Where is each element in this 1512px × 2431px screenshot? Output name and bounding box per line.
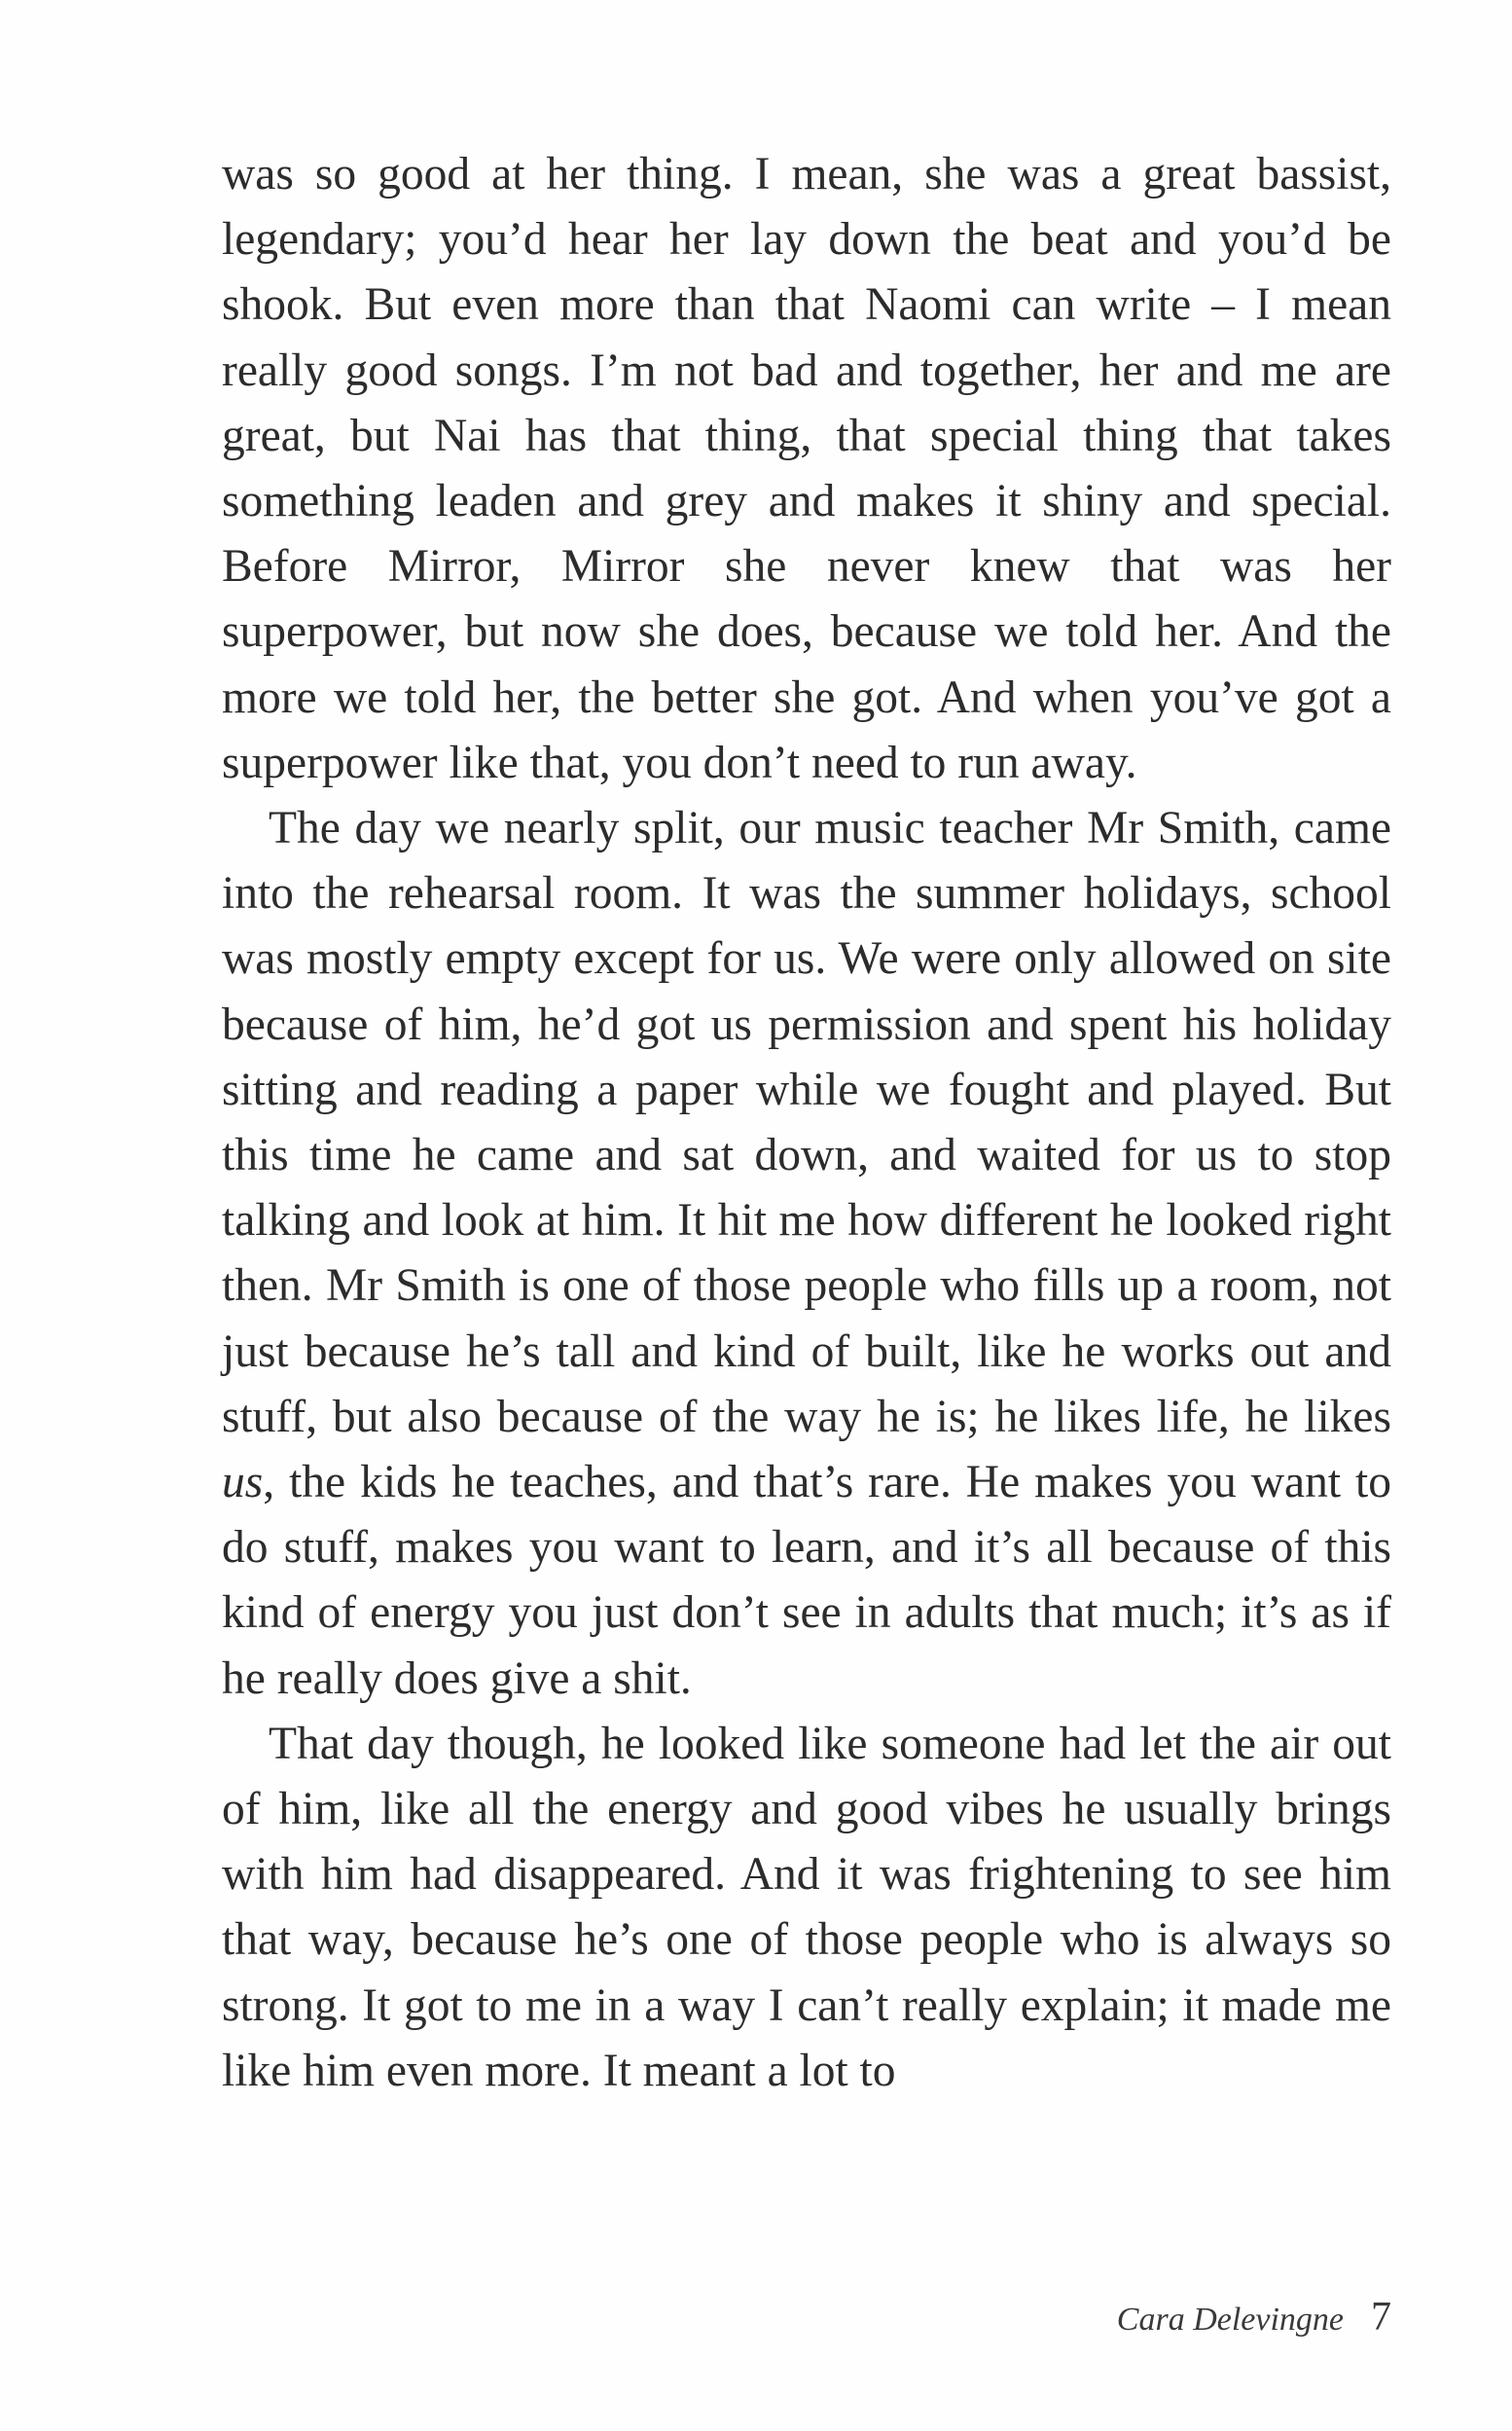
- page-number: 7: [1371, 2295, 1391, 2340]
- emphasis-us: us: [222, 1457, 264, 1508]
- paragraph-2: [222, 796, 1391, 1712]
- paragraph-3-text: That day though, he looked like someone had let the air out of him, like all the energy and good vibes he usually brings with him had disappeared. And it was frightening to see him that way, because he’s one of those people who is always so strong. It got to me in a way I can’t really explain; it made me like him even more. It meant a lot to: [222, 1718, 1391, 2096]
- paragraph-2-text-end: , the kids he teaches, and that’s rare. He makes you want to do stuff, makes you want to learn, and it’s all because of this kind of energy you just don’t see in adults that much; it’s as if he really does give a shit.: [222, 1457, 1391, 1704]
- paragraph-2-text-start: The day we nearly split, our music teacher Mr Smith, came into the rehearsal room. It was the summer holidays, school was mostly empty except for us. We were only allowed on site because of him, he’d got us permission and spent his holiday sitting and reading a paper while we fought and played. But this time he came and sat down, and waited for us to stop talking and look at him. It hit me how different he looked right then. Mr Smith is one of those people who fills up a room, not just because he’s tall and kind of built, like he works out and stuff, but also because of the way he is; he likes life, he likes: [222, 803, 1391, 1442]
- paragraph-3: [222, 1712, 1391, 2104]
- body-text: [222, 142, 1391, 2104]
- author-name: Cara Delevingne: [1116, 2302, 1344, 2338]
- paragraph-1: [222, 142, 1391, 796]
- paragraph-1-text: was so good at her thing. I mean, she was a great bassist, legendary; you’d hear her lay down the beat and you’d be shook. But even more than that Naomi can write – I mean really good songs. I’m not bad and together, her and me are great, but Nai has that thing, that special thing that takes something leaden and grey and makes it shiny and special. Before Mirror, Mirror she never knew that was her superpower, but now she does, because we told her. And the more we told her, the better she got. And when you’ve got a superpower like that, you don’t need to run away.: [222, 149, 1391, 788]
- running-footer: [1117, 2294, 1391, 2340]
